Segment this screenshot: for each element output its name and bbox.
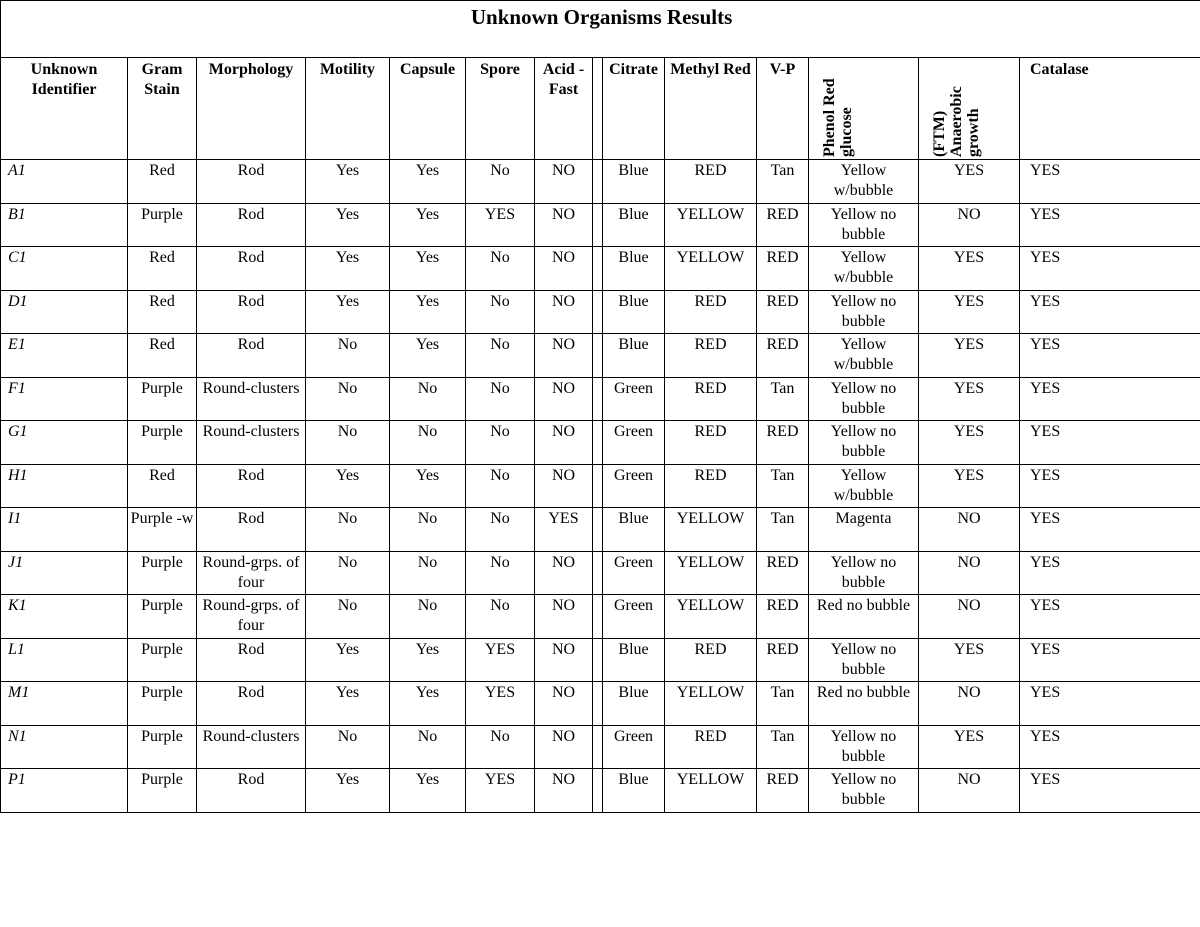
cell-gram-stain: Purple -w	[128, 508, 197, 552]
cell-phenol-red: Yellow w/bubble	[809, 334, 919, 378]
cell-methyl-red: YELLOW	[665, 508, 757, 552]
cell-vp: RED	[757, 334, 809, 378]
cell-gram-stain: Red	[128, 464, 197, 508]
cell-phenol-red: Yellow no bubble	[809, 769, 919, 813]
header-phenol-red-cell	[809, 58, 919, 160]
column-gap	[593, 638, 603, 682]
header-gram-stain: Gram Stain	[128, 58, 197, 160]
cell-ftm: YES	[919, 377, 1020, 421]
cell-gram-stain: Red	[128, 160, 197, 204]
cell-ftm: YES	[919, 247, 1020, 291]
cell-vp: RED	[757, 203, 809, 247]
cell-vp: RED	[757, 290, 809, 334]
column-gap	[593, 290, 603, 334]
cell-acid-fast: NO	[535, 377, 593, 421]
header-ftm-cell	[919, 58, 1020, 160]
cell-motility: No	[306, 508, 390, 552]
cell-citrate: Blue	[603, 682, 665, 726]
table-row	[1, 551, 1200, 595]
cell-morphology: Rod	[197, 334, 306, 378]
cell-spore: YES	[466, 769, 535, 813]
cell-catalase: YES	[1020, 334, 1200, 378]
header-methyl-red: Methyl Red	[665, 58, 757, 160]
cell-acid-fast: NO	[535, 638, 593, 682]
cell-citrate: Blue	[603, 508, 665, 552]
cell-identifier: C1	[1, 247, 128, 291]
cell-catalase: YES	[1020, 464, 1200, 508]
cell-ftm: NO	[919, 595, 1020, 639]
header-acid-fast: Acid -Fast	[535, 58, 593, 160]
cell-gram-stain: Purple	[128, 203, 197, 247]
cell-ftm: YES	[919, 725, 1020, 769]
cell-gram-stain: Purple	[128, 421, 197, 465]
cell-capsule: Yes	[390, 682, 466, 726]
cell-motility: Yes	[306, 290, 390, 334]
cell-phenol-red: Yellow no bubble	[809, 725, 919, 769]
cell-motility: No	[306, 334, 390, 378]
cell-catalase: YES	[1020, 725, 1200, 769]
cell-methyl-red: RED	[665, 638, 757, 682]
cell-spore: No	[466, 551, 535, 595]
cell-acid-fast: NO	[535, 769, 593, 813]
cell-acid-fast: NO	[535, 421, 593, 465]
table-row	[1, 682, 1200, 726]
cell-capsule: Yes	[390, 638, 466, 682]
column-gap	[593, 464, 603, 508]
cell-morphology: Rod	[197, 682, 306, 726]
header-citrate: Citrate	[603, 58, 665, 160]
cell-phenol-red: Yellow no bubble	[809, 377, 919, 421]
cell-spore: YES	[466, 682, 535, 726]
cell-phenol-red: Yellow w/bubble	[809, 160, 919, 204]
table-row	[1, 725, 1200, 769]
cell-phenol-red: Yellow no bubble	[809, 638, 919, 682]
cell-identifier: M1	[1, 682, 128, 726]
cell-phenol-red: Red no bubble	[809, 595, 919, 639]
cell-gram-stain: Purple	[128, 377, 197, 421]
cell-morphology: Rod	[197, 769, 306, 813]
table-row	[1, 595, 1200, 639]
cell-morphology: Rod	[197, 638, 306, 682]
cell-spore: No	[466, 377, 535, 421]
cell-motility: No	[306, 551, 390, 595]
cell-citrate: Green	[603, 377, 665, 421]
cell-capsule: Yes	[390, 769, 466, 813]
cell-acid-fast: NO	[535, 464, 593, 508]
cell-identifier: K1	[1, 595, 128, 639]
cell-methyl-red: YELLOW	[665, 769, 757, 813]
cell-methyl-red: RED	[665, 464, 757, 508]
column-gap	[593, 58, 603, 160]
cell-vp: RED	[757, 595, 809, 639]
table-row	[1, 464, 1200, 508]
cell-identifier: F1	[1, 377, 128, 421]
cell-motility: Yes	[306, 682, 390, 726]
cell-citrate: Green	[603, 421, 665, 465]
cell-motility: No	[306, 421, 390, 465]
cell-spore: No	[466, 334, 535, 378]
table-row	[1, 160, 1200, 204]
table-row	[1, 334, 1200, 378]
header-phenol-red-glucose: Phenol Red glucose	[821, 78, 855, 157]
table-row	[1, 508, 1200, 552]
cell-citrate: Green	[603, 725, 665, 769]
header-spore: Spore	[466, 58, 535, 160]
cell-vp: Tan	[757, 508, 809, 552]
cell-ftm: YES	[919, 638, 1020, 682]
column-gap	[593, 421, 603, 465]
header-morphology: Morphology	[197, 58, 306, 160]
cell-gram-stain: Purple	[128, 682, 197, 726]
cell-capsule: No	[390, 421, 466, 465]
cell-acid-fast: NO	[535, 247, 593, 291]
header-vp: V-P	[757, 58, 809, 160]
cell-morphology: Rod	[197, 203, 306, 247]
cell-methyl-red: YELLOW	[665, 682, 757, 726]
cell-spore: No	[466, 508, 535, 552]
table-row	[1, 769, 1200, 813]
cell-ftm: NO	[919, 203, 1020, 247]
cell-capsule: No	[390, 725, 466, 769]
cell-catalase: YES	[1020, 290, 1200, 334]
cell-capsule: No	[390, 508, 466, 552]
cell-spore: YES	[466, 638, 535, 682]
cell-phenol-red: Yellow w/bubble	[809, 247, 919, 291]
cell-gram-stain: Purple	[128, 769, 197, 813]
cell-catalase: YES	[1020, 508, 1200, 552]
cell-capsule: No	[390, 377, 466, 421]
cell-citrate: Blue	[603, 334, 665, 378]
cell-identifier: E1	[1, 334, 128, 378]
cell-spore: No	[466, 290, 535, 334]
cell-gram-stain: Purple	[128, 551, 197, 595]
cell-ftm: YES	[919, 290, 1020, 334]
cell-motility: Yes	[306, 160, 390, 204]
cell-acid-fast: NO	[535, 290, 593, 334]
cell-citrate: Green	[603, 551, 665, 595]
cell-catalase: YES	[1020, 595, 1200, 639]
table-row	[1, 203, 1200, 247]
cell-methyl-red: YELLOW	[665, 247, 757, 291]
cell-ftm: NO	[919, 682, 1020, 726]
column-gap	[593, 508, 603, 552]
column-gap	[593, 247, 603, 291]
cell-motility: No	[306, 595, 390, 639]
cell-vp: Tan	[757, 682, 809, 726]
cell-morphology: Rod	[197, 247, 306, 291]
column-gap	[593, 334, 603, 378]
cell-catalase: YES	[1020, 638, 1200, 682]
cell-vp: RED	[757, 421, 809, 465]
header-catalase: Catalase	[1020, 58, 1200, 160]
cell-identifier: P1	[1, 769, 128, 813]
cell-methyl-red: RED	[665, 725, 757, 769]
cell-phenol-red: Yellow no bubble	[809, 421, 919, 465]
cell-citrate: Blue	[603, 160, 665, 204]
table-title: Unknown Organisms Results	[1, 1, 1200, 58]
cell-acid-fast: NO	[535, 595, 593, 639]
cell-catalase: YES	[1020, 247, 1200, 291]
cell-vp: Tan	[757, 725, 809, 769]
cell-ftm: YES	[919, 160, 1020, 204]
cell-motility: Yes	[306, 203, 390, 247]
cell-identifier: J1	[1, 551, 128, 595]
table-row	[1, 290, 1200, 334]
cell-methyl-red: RED	[665, 377, 757, 421]
cell-morphology: Rod	[197, 290, 306, 334]
cell-motility: No	[306, 725, 390, 769]
cell-vp: RED	[757, 247, 809, 291]
cell-identifier: D1	[1, 290, 128, 334]
cell-motility: Yes	[306, 247, 390, 291]
cell-motility: Yes	[306, 638, 390, 682]
cell-methyl-red: RED	[665, 334, 757, 378]
header-row	[1, 58, 1200, 160]
cell-morphology: Round-clusters	[197, 421, 306, 465]
table-row	[1, 638, 1200, 682]
cell-morphology: Round-clusters	[197, 377, 306, 421]
column-gap	[593, 595, 603, 639]
cell-capsule: Yes	[390, 247, 466, 291]
cell-identifier: N1	[1, 725, 128, 769]
cell-acid-fast: YES	[535, 508, 593, 552]
cell-methyl-red: RED	[665, 160, 757, 204]
cell-identifier: G1	[1, 421, 128, 465]
cell-citrate: Green	[603, 464, 665, 508]
cell-morphology: Round-grps. of four	[197, 551, 306, 595]
cell-methyl-red: YELLOW	[665, 203, 757, 247]
cell-gram-stain: Purple	[128, 595, 197, 639]
cell-vp: Tan	[757, 377, 809, 421]
cell-phenol-red: Yellow no bubble	[809, 290, 919, 334]
cell-vp: Tan	[757, 464, 809, 508]
header-ftm-anaerobic-growth: (FTM) Anaerobic growth	[931, 86, 982, 157]
cell-capsule: Yes	[390, 290, 466, 334]
cell-identifier: H1	[1, 464, 128, 508]
cell-catalase: YES	[1020, 769, 1200, 813]
cell-acid-fast: NO	[535, 160, 593, 204]
cell-citrate: Blue	[603, 247, 665, 291]
header-unknown-identifier: Unknown Identifier	[1, 58, 128, 160]
column-gap	[593, 725, 603, 769]
cell-catalase: YES	[1020, 421, 1200, 465]
cell-catalase: YES	[1020, 682, 1200, 726]
table-row	[1, 247, 1200, 291]
cell-identifier: L1	[1, 638, 128, 682]
cell-citrate: Blue	[603, 769, 665, 813]
cell-catalase: YES	[1020, 203, 1200, 247]
cell-methyl-red: YELLOW	[665, 595, 757, 639]
cell-morphology: Rod	[197, 464, 306, 508]
cell-capsule: Yes	[390, 464, 466, 508]
cell-motility: No	[306, 377, 390, 421]
cell-spore: No	[466, 725, 535, 769]
cell-phenol-red: Yellow w/bubble	[809, 464, 919, 508]
cell-spore: No	[466, 421, 535, 465]
cell-morphology: Rod	[197, 160, 306, 204]
table-row	[1, 421, 1200, 465]
cell-morphology: Rod	[197, 508, 306, 552]
cell-identifier: B1	[1, 203, 128, 247]
cell-ftm: YES	[919, 421, 1020, 465]
cell-morphology: Round-grps. of four	[197, 595, 306, 639]
cell-methyl-red: RED	[665, 421, 757, 465]
cell-phenol-red: Red no bubble	[809, 682, 919, 726]
header-motility: Motility	[306, 58, 390, 160]
cell-phenol-red: Yellow no bubble	[809, 203, 919, 247]
cell-ftm: NO	[919, 769, 1020, 813]
column-gap	[593, 769, 603, 813]
cell-catalase: YES	[1020, 377, 1200, 421]
cell-gram-stain: Purple	[128, 725, 197, 769]
column-gap	[593, 203, 603, 247]
cell-spore: No	[466, 247, 535, 291]
cell-gram-stain: Red	[128, 247, 197, 291]
column-gap	[593, 551, 603, 595]
cell-gram-stain: Purple	[128, 638, 197, 682]
column-gap	[593, 377, 603, 421]
cell-citrate: Blue	[603, 638, 665, 682]
cell-ftm: NO	[919, 508, 1020, 552]
cell-vp: RED	[757, 638, 809, 682]
cell-acid-fast: NO	[535, 551, 593, 595]
cell-acid-fast: NO	[535, 334, 593, 378]
cell-citrate: Green	[603, 595, 665, 639]
column-gap	[593, 160, 603, 204]
cell-vp: Tan	[757, 160, 809, 204]
cell-methyl-red: RED	[665, 290, 757, 334]
cell-citrate: Blue	[603, 290, 665, 334]
cell-gram-stain: Red	[128, 290, 197, 334]
cell-motility: Yes	[306, 464, 390, 508]
cell-ftm: NO	[919, 551, 1020, 595]
cell-acid-fast: NO	[535, 725, 593, 769]
cell-capsule: No	[390, 595, 466, 639]
cell-capsule: Yes	[390, 334, 466, 378]
column-gap	[593, 682, 603, 726]
cell-identifier: I1	[1, 508, 128, 552]
cell-capsule: No	[390, 551, 466, 595]
cell-morphology: Round-clusters	[197, 725, 306, 769]
cell-ftm: YES	[919, 334, 1020, 378]
cell-spore: YES	[466, 203, 535, 247]
cell-phenol-red: Yellow no bubble	[809, 551, 919, 595]
cell-vp: RED	[757, 769, 809, 813]
cell-identifier: A1	[1, 160, 128, 204]
cell-catalase: YES	[1020, 160, 1200, 204]
cell-catalase: YES	[1020, 551, 1200, 595]
cell-acid-fast: NO	[535, 203, 593, 247]
cell-spore: No	[466, 464, 535, 508]
table-row	[1, 377, 1200, 421]
cell-citrate: Blue	[603, 203, 665, 247]
cell-motility: Yes	[306, 769, 390, 813]
cell-capsule: Yes	[390, 160, 466, 204]
cell-vp: RED	[757, 551, 809, 595]
cell-spore: No	[466, 160, 535, 204]
cell-phenol-red: Magenta	[809, 508, 919, 552]
cell-ftm: YES	[919, 464, 1020, 508]
cell-gram-stain: Red	[128, 334, 197, 378]
cell-capsule: Yes	[390, 203, 466, 247]
header-capsule: Capsule	[390, 58, 466, 160]
cell-spore: No	[466, 595, 535, 639]
cell-methyl-red: YELLOW	[665, 551, 757, 595]
cell-acid-fast: NO	[535, 682, 593, 726]
